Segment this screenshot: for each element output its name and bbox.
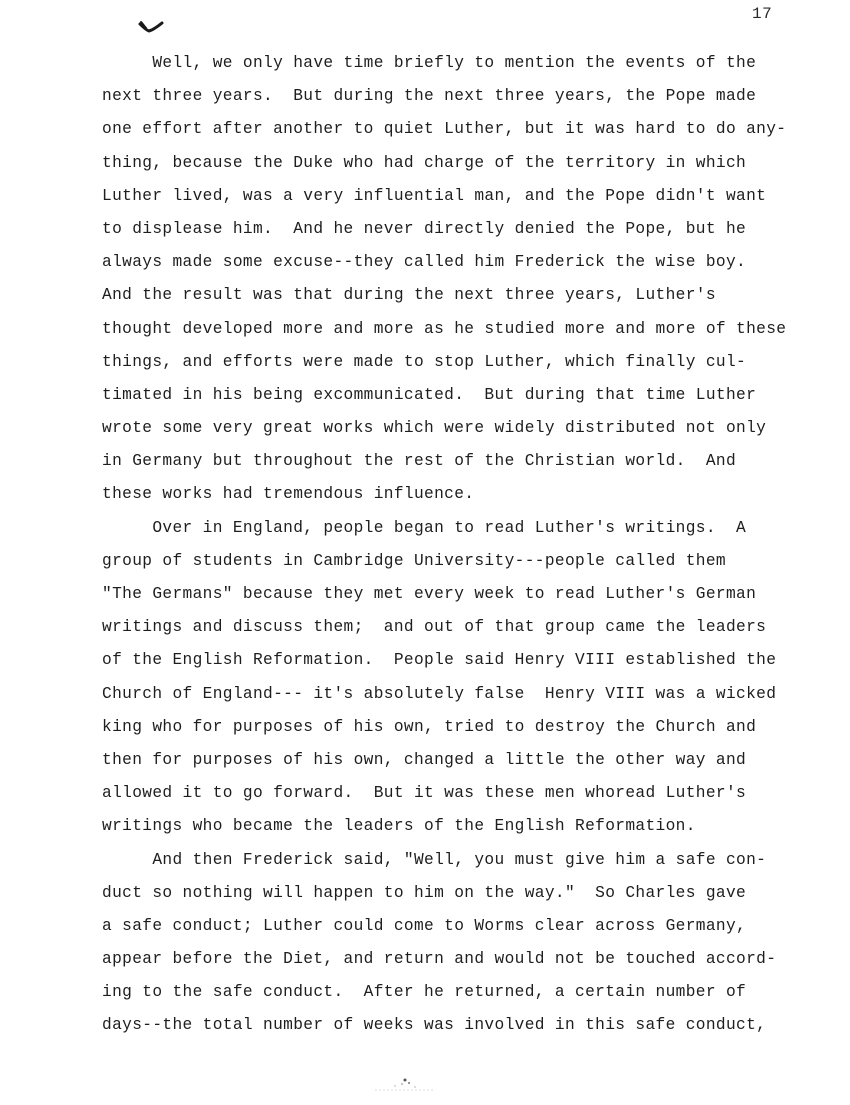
- text-line: And then Frederick said, "Well, you must give him a safe con-: [102, 850, 767, 869]
- text-line: then for purposes of his own, changed a little the other way and: [102, 750, 747, 769]
- text-line: allowed it to go forward. But it was these men whoread Luther's: [102, 784, 747, 803]
- text-line: one effort after another to quiet Luther, but it was hard to do any-: [102, 120, 787, 139]
- text-line: to displease him. And he never directly denied the Pope, but he: [102, 219, 747, 238]
- text-line: Luther lived, was a very influential man, and the Pope didn't want: [102, 186, 767, 205]
- text-line: in Germany but throughout the rest of the Christian world. And: [102, 452, 737, 471]
- body-text: [102, 47, 802, 1043]
- text-line: duct so nothing will happen to him on the way." So Charles gave: [102, 883, 747, 902]
- text-line: group of students in Cambridge University---people called them: [102, 551, 726, 570]
- text-line: things, and efforts were made to stop Luther, which finally cul-: [102, 352, 747, 371]
- text-line: wrote some very great works which were widely distributed not only: [102, 419, 767, 438]
- text-line: appear before the Diet, and return and would not be touched accord-: [102, 950, 777, 969]
- text-line: of the English Reformation. People said Henry VIII established the: [102, 651, 777, 670]
- handwritten-check-mark: [138, 18, 164, 41]
- text-line: "The Germans" because they met every week to read Luther's German: [102, 585, 757, 603]
- page-number: 17: [752, 5, 773, 23]
- text-line: a safe conduct; Luther could come to Worms clear across Germany,: [102, 916, 747, 935]
- text-line: writings and discuss them; and out of that group came the leaders: [102, 618, 767, 637]
- text-line: next three years. But during the next three years, the Pope made: [102, 87, 757, 106]
- text-line: always made some excuse--they called him Frederick the wise boy.: [102, 253, 747, 272]
- text-line: timated in his being excommunicated. But during that time Luther: [102, 385, 757, 404]
- text-line: thought developed more and more as he studied more and more of these: [102, 319, 787, 338]
- scan-speck-artifact: [365, 1072, 445, 1094]
- text-line: days--the total number of weeks was involved in this safe conduct,: [102, 1016, 767, 1035]
- text-line: And the result was that during the next three years, Luther's: [102, 286, 716, 305]
- text-line: writings who became the leaders of the English Reformation.: [102, 817, 696, 836]
- text-line: thing, because the Duke who had charge of the territory in which: [102, 153, 747, 172]
- text-line: ing to the safe conduct. After he returned, a certain number of: [102, 983, 747, 1002]
- text-line: Church of England--- it's absolutely false Henry VIII was a wicked: [102, 684, 777, 703]
- text-line: Over in England, people began to read Luther's writings. A: [102, 518, 747, 537]
- text-line: king who for purposes of his own, tried to destroy the Church and: [102, 717, 757, 736]
- text-line: these works had tremendous influence.: [102, 485, 475, 504]
- text-line: Well, we only have time briefly to mention the events of the: [102, 54, 757, 72]
